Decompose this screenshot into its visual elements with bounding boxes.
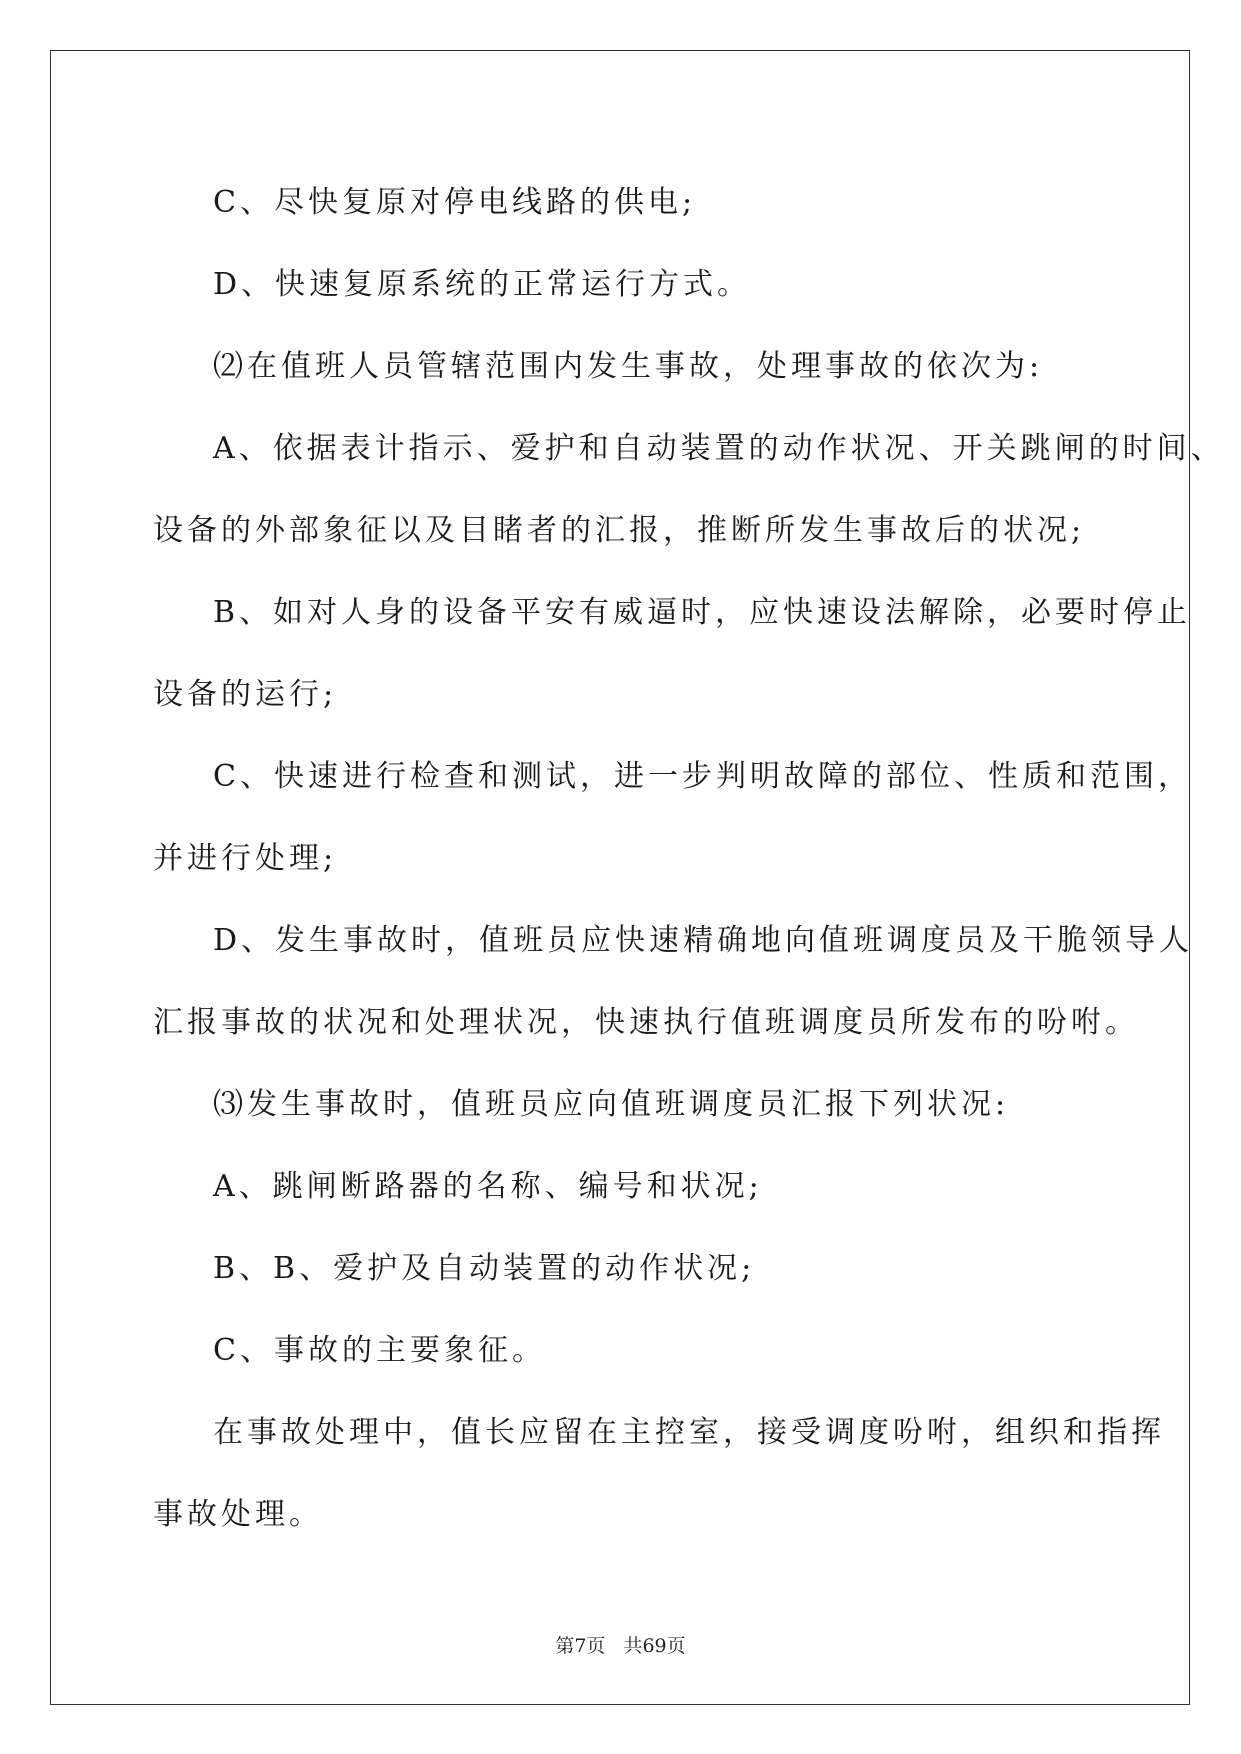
text-line: 并进行处理; bbox=[153, 841, 338, 876]
text-line: 设备的外部象征以及目睹者的汇报，推断所发生事故后的状况; bbox=[153, 513, 1086, 548]
text-line: C、事故的主要象征。 bbox=[213, 1333, 546, 1368]
text-line: 事故处理。 bbox=[153, 1497, 323, 1532]
text-line: D、发生事故时，值班员应快速精确地向值班调度员及干脆领导人 bbox=[213, 923, 1194, 958]
text-line: B、如对人身的设备平安有威逼时，应快速设法解除，必要时停止 bbox=[213, 595, 1192, 630]
page-number: 第7页 bbox=[555, 1635, 606, 1657]
text-line: D、快速复原系统的正常运行方式。 bbox=[213, 267, 752, 302]
page-footer bbox=[0, 1631, 1241, 1658]
text-line: 在事故处理中，值长应留在主控室，接受调度吩咐，组织和指挥 bbox=[213, 1415, 1165, 1450]
text-line: 汇报事故的状况和处理状况，快速执行值班调度员所发布的吩咐。 bbox=[153, 1005, 1139, 1040]
text-line: A、跳闸断路器的名称、编号和状况; bbox=[213, 1169, 763, 1204]
text-line: A、依据表计指示、爱护和自动装置的动作状况、开关跳闸的时间、 bbox=[213, 431, 1225, 466]
text-line: B、B、爱护及自动装置的动作状况; bbox=[213, 1251, 756, 1286]
text-line: ⑵在值班人员管辖范围内发生事故，处理事故的依次为: bbox=[213, 349, 1044, 384]
text-line: 设备的运行; bbox=[153, 677, 338, 712]
document-body bbox=[153, 162, 1225, 1556]
text-line: C、尽快复原对停电线路的供电; bbox=[213, 185, 697, 220]
page-total: 共69页 bbox=[623, 1635, 686, 1657]
text-line: ⑶发生事故时，值班员应向值班调度员汇报下列状况: bbox=[213, 1087, 1010, 1122]
text-line: C、快速进行检查和测试，进一步判明故障的部位、性质和范围， bbox=[213, 759, 1192, 794]
